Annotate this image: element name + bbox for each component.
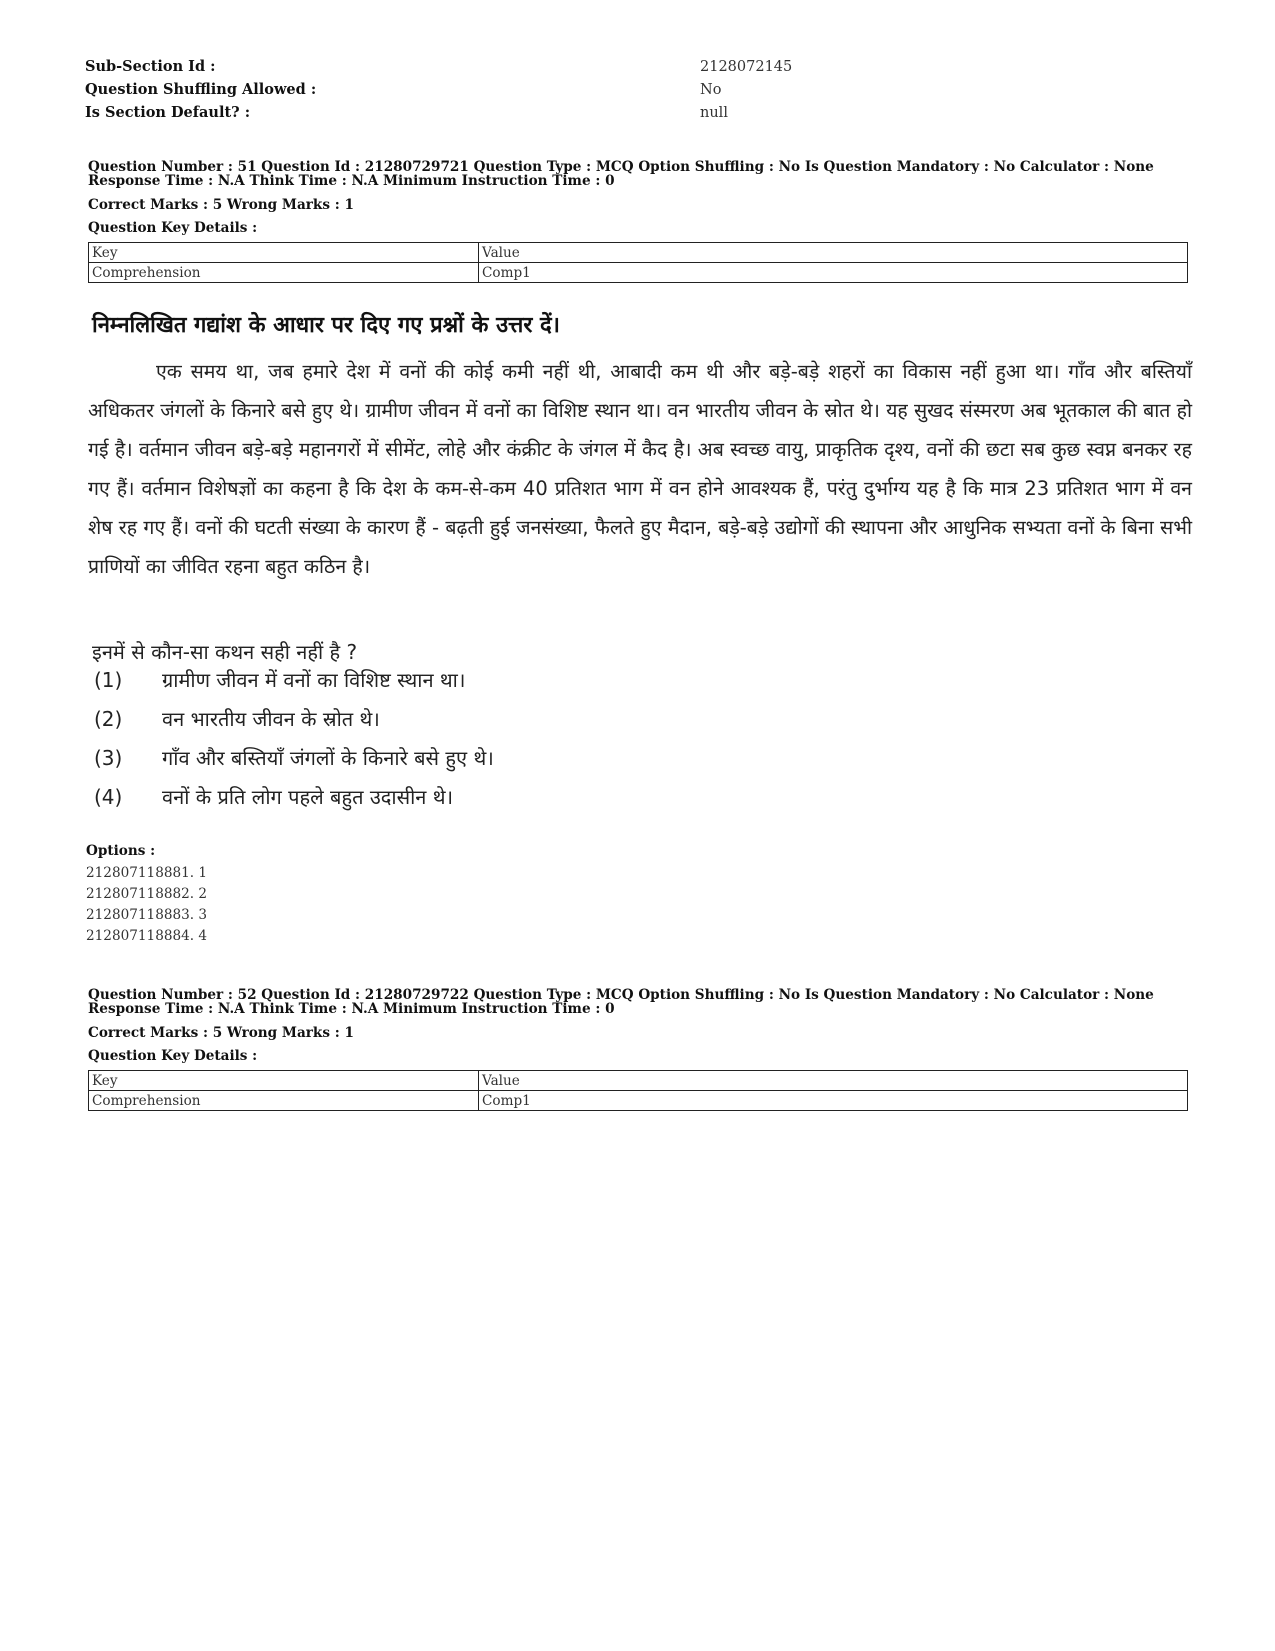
q52-header-line1: Question Number : 52 Question Id : 21280729722 Question Type : MCQ Option Shuffling : No Is Question Mandatory : No Calculator : None [88, 987, 1154, 1003]
q52-header-line2: Response Time : N.A Think Time : N.A Minimum Instruction Time : 0 [88, 1001, 615, 1017]
choice-text: वनों के प्रति लोग पहले बहुत उदासीन थे। [162, 785, 454, 809]
choice-number: (3) [94, 746, 123, 770]
choice-number: (1) [94, 668, 123, 692]
q51-key-details-label: Question Key Details : [88, 220, 258, 236]
choice-text: गाँव और बस्तियाँ जंगलों के किनारे बसे हुए थे। [162, 746, 494, 770]
key-column-header: Key [89, 1071, 479, 1091]
q51-marks: Correct Marks : 5 Wrong Marks : 1 [88, 197, 354, 213]
value-column-header: Value [479, 1071, 1188, 1091]
value-cell: Comp1 [479, 263, 1188, 283]
q51-key-table [88, 242, 1188, 283]
passage-body: एक समय था, जब हमारे देश में वनों की कोई कमी नहीं थी, आबादी कम थी और बड़े-बड़े शहरों का विकास नहीं हुआ था। गाँव और बस्तियाँ अधिकतर जंगलों के किनारे बसे हुए थे। ग्रामीण जीवन में वनों का विशिष्ट स्थान था। वन भारतीय जीवन के स्रोत थे। यह सुखद संस्मरण अब भूतकाल की बात हो गई है। वर्तमान जीवन बड़े-बड़े महानगरों में सीमेंट, लोहे और कंक्रीट के जंगल में कैद है। अब स्वच्छ वायु, प्राकृतिक दृश्य, वनों की छटा सब कुछ स्वप्न बनकर रह गए हैं। वर्तमान विशेषज्ञों का कहना है कि देश के कम-से-कम 40 प्रतिशत भाग में वन होने आवश्यक हैं, परंतु दुर्भाग्य यह है कि मात्र 23 प्रतिशत भाग में वन शेष रह गए हैं। वनों की घटती संख्या के कारण हैं - बढ़ती हुई जनसंख्या, फैलते हुए मैदान, बड़े-बड़े उद्योगों की स्थापना और आधुनिक सभ्यता वनों के बिना सभी प्राणियों का जीवित रहना बहुत कठिन है। [88, 360, 1192, 578]
key-cell: Comprehension [89, 263, 479, 283]
option-id-1: 212807118881. 1 [86, 865, 208, 881]
section-default-value: null [700, 105, 728, 121]
choice-4 [94, 781, 453, 813]
value-cell: Comp1 [479, 1091, 1188, 1111]
key-cell: Comprehension [89, 1091, 479, 1111]
q52-key-table [88, 1070, 1188, 1111]
q52-marks: Correct Marks : 5 Wrong Marks : 1 [88, 1025, 354, 1041]
question-shuffling-label: Question Shuffling Allowed : [85, 81, 317, 98]
sub-section-id-value: 2128072145 [700, 59, 793, 75]
q52-key-details-label: Question Key Details : [88, 1048, 258, 1064]
key-column-header: Key [89, 243, 479, 263]
choice-text: ग्रामीण जीवन में वनों का विशिष्ट स्थान था। [162, 668, 466, 692]
q51-header-line2: Response Time : N.A Think Time : N.A Minimum Instruction Time : 0 [88, 173, 615, 189]
sub-section-id-label: Sub-Section Id : [85, 58, 216, 75]
choice-3 [94, 742, 494, 774]
question-shuffling-value: No [700, 82, 722, 98]
question-stem: इनमें से कौन-सा कथन सही नहीं है ? [92, 640, 358, 664]
section-default-label: Is Section Default? : [85, 104, 251, 121]
passage-heading: निम्नलिखित गद्यांश के आधार पर दिए गए प्रश्नों के उत्तर दें। [92, 313, 561, 338]
choice-number: (4) [94, 785, 123, 809]
choice-number: (2) [94, 707, 123, 731]
choice-text: वन भारतीय जीवन के स्रोत थे। [162, 707, 380, 731]
choice-2 [94, 703, 380, 735]
choice-1 [94, 664, 465, 696]
options-label: Options : [86, 843, 156, 859]
passage-text [88, 352, 1192, 586]
q51-header-line1: Question Number : 51 Question Id : 21280729721 Question Type : MCQ Option Shuffling : No Is Question Mandatory : No Calculator : None [88, 159, 1154, 175]
option-id-4: 212807118884. 4 [86, 928, 208, 944]
option-id-2: 212807118882. 2 [86, 886, 208, 902]
option-id-3: 212807118883. 3 [86, 907, 208, 923]
value-column-header: Value [479, 243, 1188, 263]
